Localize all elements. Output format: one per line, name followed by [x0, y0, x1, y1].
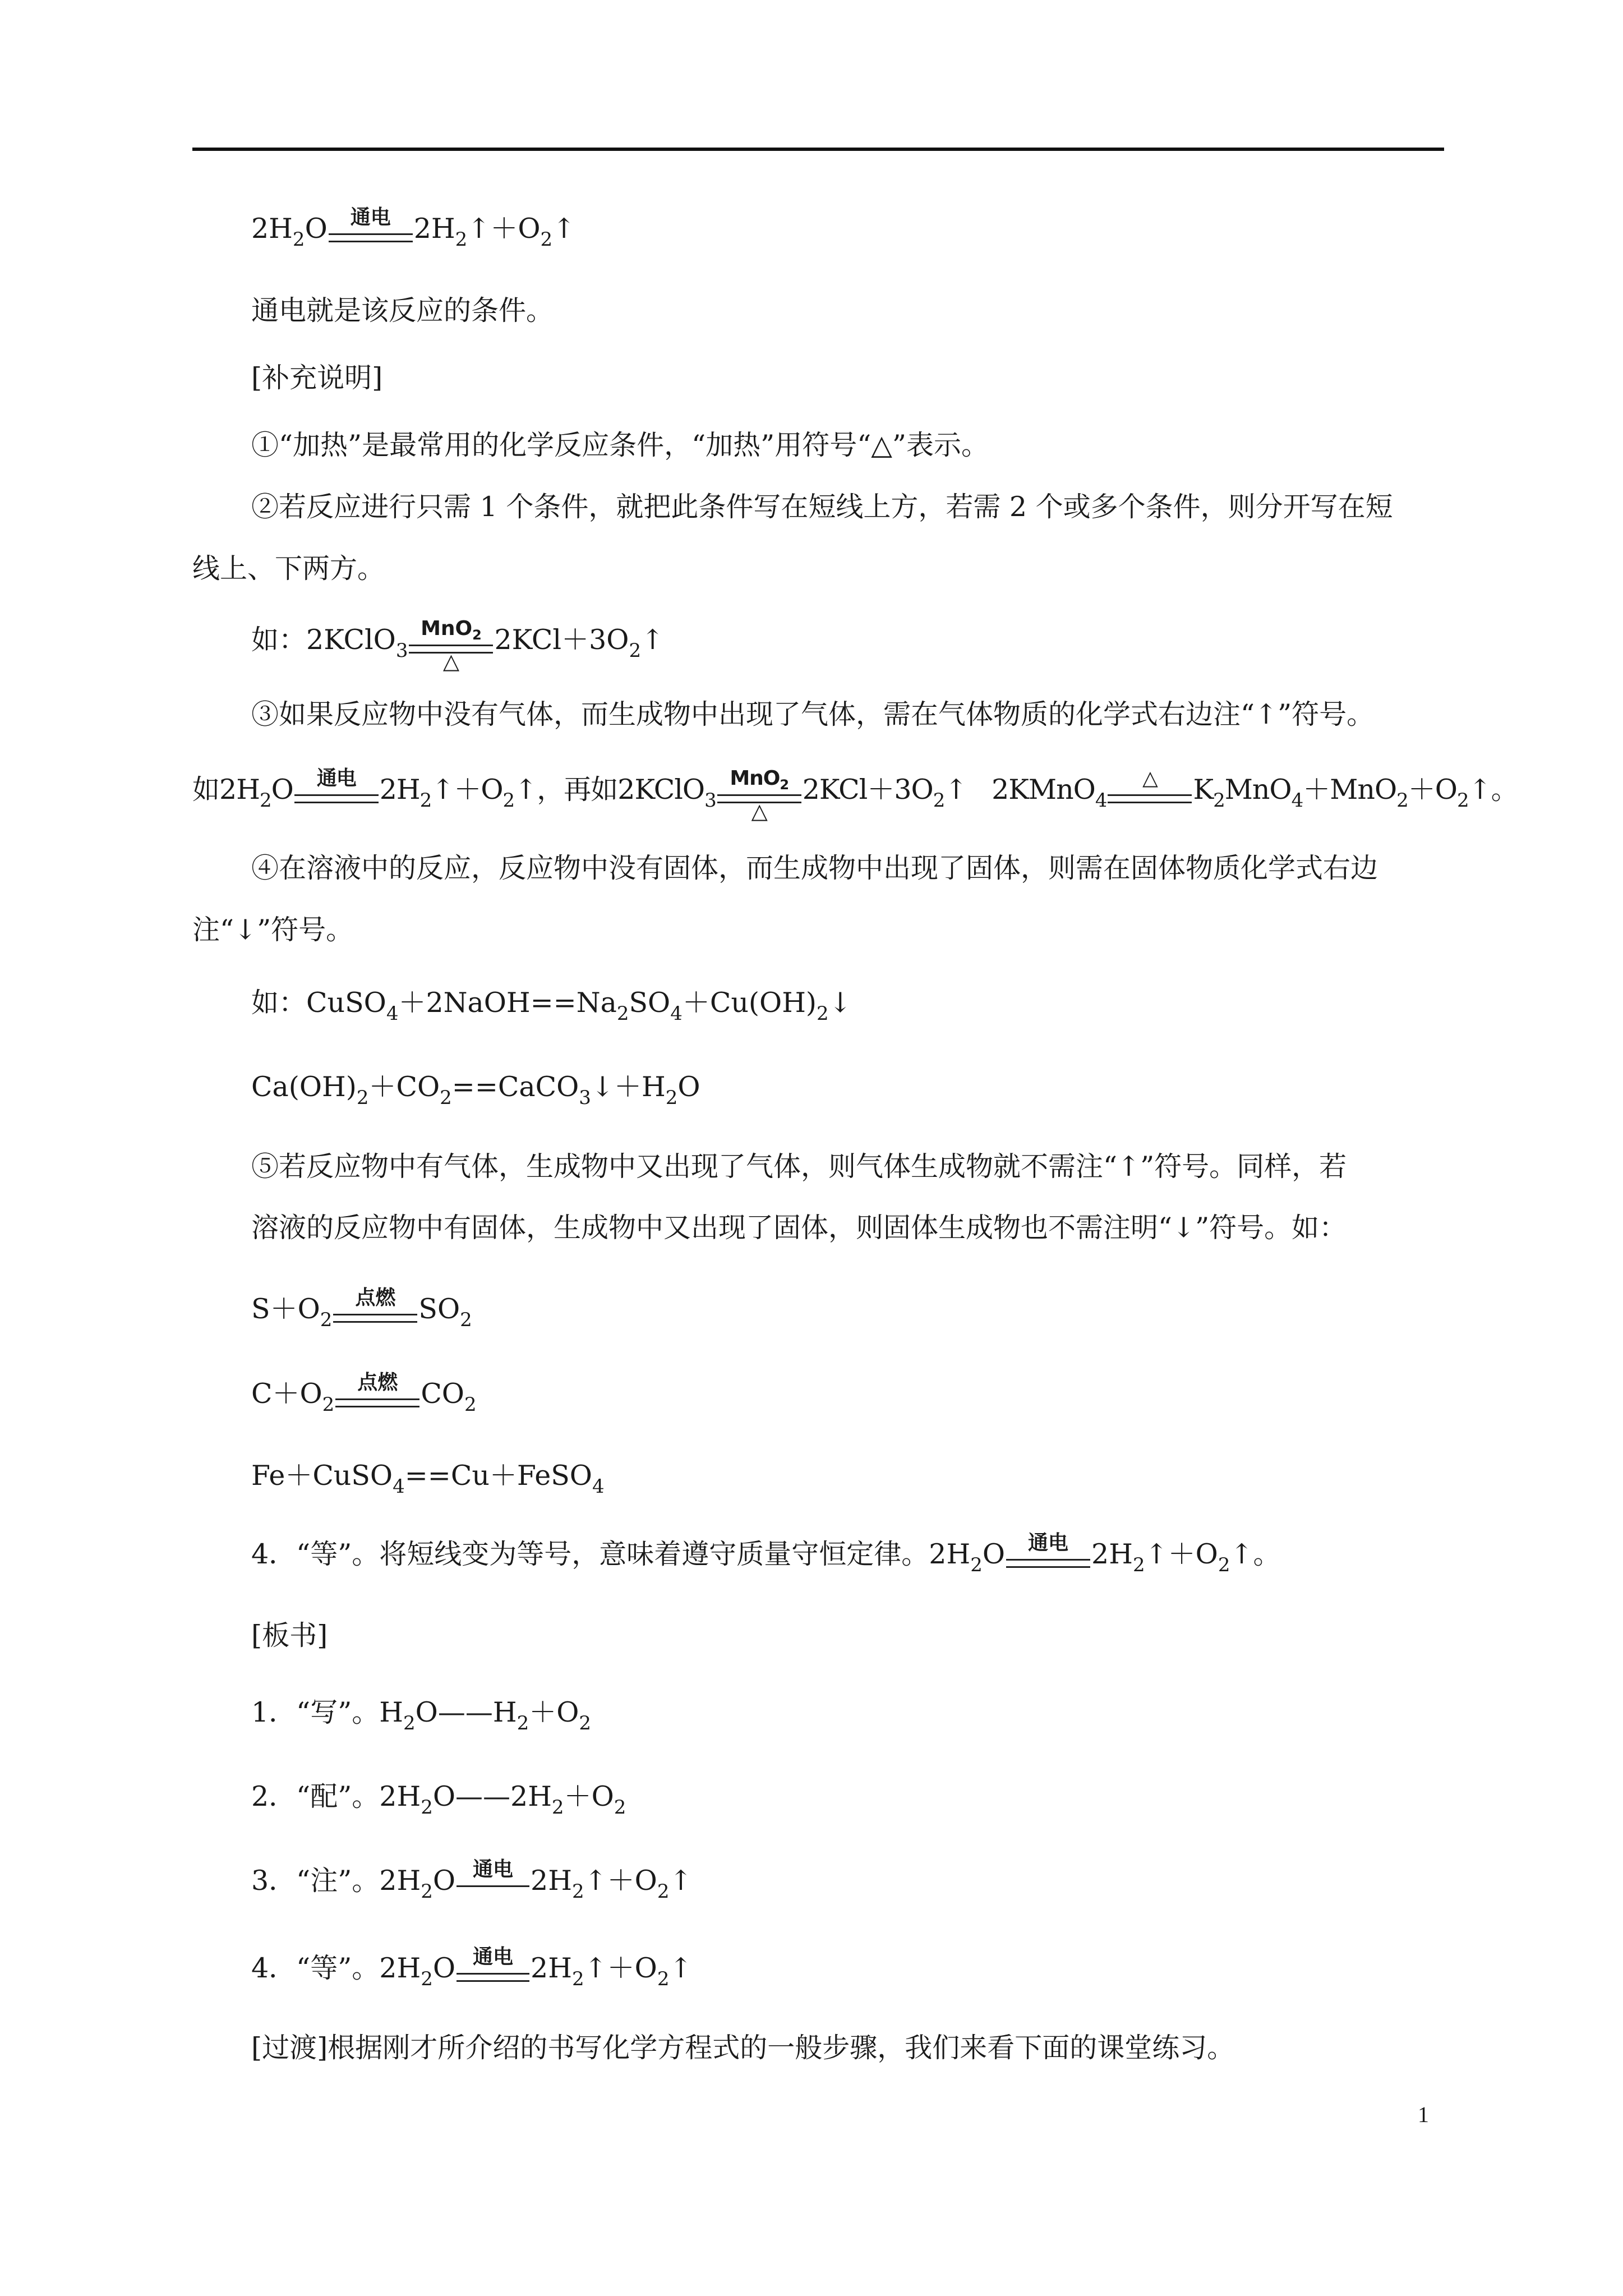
transition-text: [过渡]根据刚才所介绍的书写化学方程式的一般步骤，我们来看下面的课堂练习。 [251, 2032, 1235, 2064]
board-step-3: 3．“注”。$2H_2O$ 通电 $2H_2↑+O_2↑$ [251, 1858, 693, 1903]
reaction-condition: MnO$_2$ △ [409, 620, 493, 660]
header-rule [192, 148, 1444, 151]
note-3-line-1: ③如果反应物中没有气体，而生成物中出现了气体，需在气体物质的化学式右边注“↑”符号。 [251, 698, 1375, 730]
board-step-2: 2．“配”。$2H_2O——2H_2+O_2$ [251, 1780, 626, 1819]
note-2-line-2: 线上、下两方。 [192, 553, 385, 585]
reaction-condition: 通电 [1006, 1534, 1090, 1575]
reaction-condition: 通电 [457, 1861, 529, 1901]
equation-electrolysis: $2H_2O$ 通电 $2H_2↑+O_2↑$ [251, 206, 576, 251]
reaction-condition: 点燃 [335, 1374, 419, 1414]
section-header-supplement: [补充说明] [251, 362, 383, 394]
reaction-condition: MnO$_2$ △ [717, 770, 801, 810]
example-s-o2: $S+O_2$ 点燃 $SO_2$ [251, 1286, 472, 1331]
reaction-condition: 通电 [294, 770, 379, 810]
note-5-line-2: 溶液的反应物中有固体，生成物中又出现了固体，则固体生成物也不需注明“↓”符号。如： [251, 1212, 1347, 1244]
example-c-o2: $C+O_2$ 点燃 $CO_2$ [251, 1371, 477, 1416]
note-4-line-2: 注“↓”符号。 [192, 914, 354, 946]
example-fe-cuso4: Fe＋CuSO$_4$==Cu＋FeSO$_4$ [251, 1460, 605, 1498]
note-3-examples: 如$2H_2O$ 通电 $2H_2↑+O_2↑$，再如2KClO$_3$ MnO$_2$ △ $2KCl+3O_2↑$ 2KMnO$_4$ △ $K_2MnO_4+MnO_2+O_2↑$。 [192, 767, 1518, 823]
step-4-explanation: 4．“等”。将短线变为等号，意味着遵守质量守恒定律。$2H_2O$ 通电 $2H_2↑+O_2↑$。 [251, 1531, 1281, 1576]
reaction-condition: 通电 [329, 209, 413, 249]
reaction-condition: △ [1108, 770, 1192, 810]
section-header-board: [板书] [251, 1619, 328, 1651]
explanation-text: 通电就是该反应的条件。 [251, 295, 554, 326]
note-2-line-1: ②若反应进行只需 1 个条件，就把此条件写在短线上方，若需 2 个或多个条件，则分开写在短 [251, 491, 1393, 523]
example-cuso4-naoh: 如：$CuSO_4+2NaOH==Na_2SO_4+Cu(OH)_2↓$ [251, 987, 852, 1025]
note-5-line-1: ⑤若反应物中有气体，生成物中又出现了气体，则气体生成物就不需注“↑”符号。同样，若 [251, 1151, 1347, 1182]
note-1: ①“加热”是最常用的化学反应条件，“加热”用符号“△”表示。 [251, 429, 989, 461]
board-step-4: 4．“等”。$2H_2O$ 通电 $2H_2↑+O_2↑$ [251, 1945, 693, 1990]
example-kclo3: 如：2KClO$_3$ MnO$_2$ △ $2KCl+3O_2↑$ [251, 617, 665, 674]
note-4-line-1: ④在溶液中的反应，反应物中没有固体，而生成物中出现了固体，则需在固体物质化学式右边 [251, 852, 1378, 884]
reaction-condition: 通电 [457, 1948, 529, 1989]
example-caoh2-co2: $Ca(OH)_2+CO_2==CaCO_3↓+H_2O$ [251, 1071, 700, 1109]
reaction-condition: 点燃 [333, 1289, 417, 1329]
board-step-1: 1．“写”。$H_2O——H_2+O_2$ [251, 1696, 592, 1734]
page-number: 1 [1418, 2102, 1429, 2127]
